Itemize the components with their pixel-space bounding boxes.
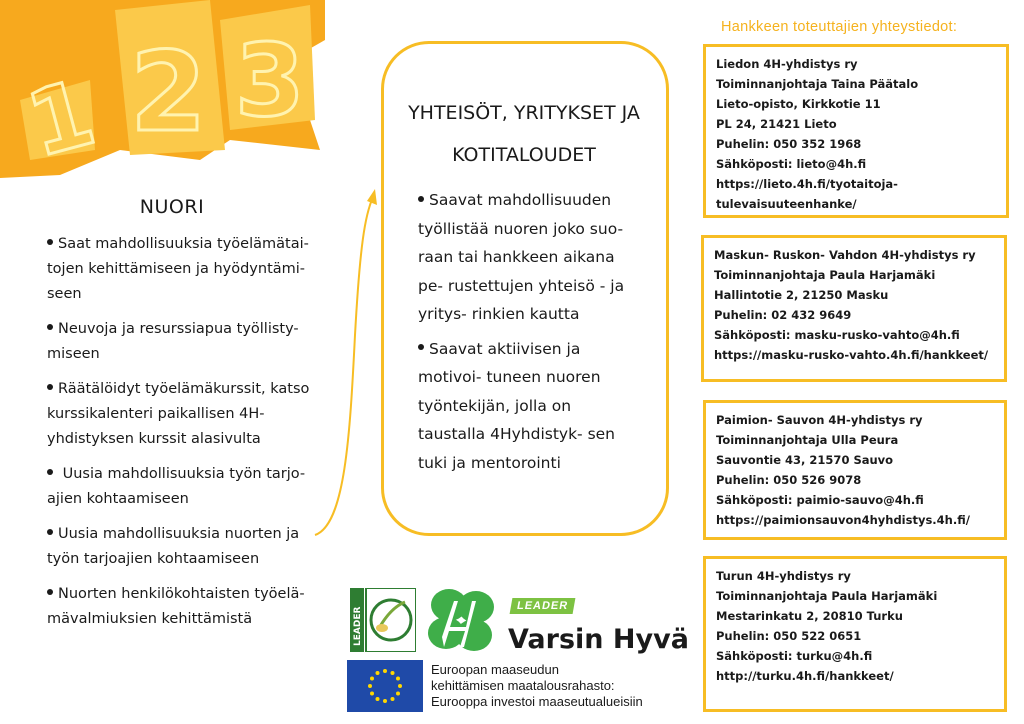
contacts-title: Hankkeen toteuttajien yhteystiedot:: [721, 19, 958, 35]
phone: Puhelin: 050 352 1968: [716, 137, 862, 151]
contact-card-turku: [703, 556, 1007, 712]
eu-star-icon: [376, 697, 380, 701]
nuori-list: [47, 232, 327, 632]
communities-box: [381, 41, 669, 536]
address-line: Hallintotie 2, 21250 Masku: [714, 288, 889, 302]
contact-role: Toiminnanjohtaja Ulla Peura: [716, 433, 899, 447]
eu-text-line: Euroopan maaseudun: [431, 662, 559, 677]
address-line: Sauvontie 43, 21570 Sauvo: [716, 453, 894, 467]
eu-star-icon: [383, 699, 387, 703]
leader-badge: LEADER: [510, 598, 576, 614]
4h-clover-logo-icon: [424, 587, 500, 657]
contact-role: Toiminnanjohtaja Paula Harjamäki: [716, 589, 938, 603]
eu-star-icon: [396, 677, 400, 681]
email: Sähköposti: paimio-sauvo@4h.fi: [716, 493, 924, 507]
eu-star-icon: [370, 677, 374, 681]
url-link[interactable]: https://masku-rusko-vahto.4h.fi/hankkeet/: [714, 348, 989, 362]
eu-star-icon: [383, 669, 387, 673]
eu-star-icon: [376, 671, 380, 675]
bullet-icon: [47, 384, 53, 390]
org-name: Maskun- Ruskon- Vahdon 4H-yhdistys ry: [714, 248, 976, 262]
leader-logo-icon: [350, 588, 416, 652]
address-line: Lieto-opisto, Kirkkotie 11: [716, 97, 881, 111]
contact-role: Toiminnanjohtaja Paula Harjamäki: [714, 268, 936, 282]
digit-2: 2: [130, 28, 207, 156]
bullet-icon: [47, 469, 53, 475]
banner-123-graphic: [0, 0, 325, 178]
org-name: Liedon 4H-yhdistys ry: [716, 57, 858, 71]
address-line: PL 24, 21421 Lieto: [716, 117, 837, 131]
list-item: Saat mahdollisuuksia työelämätai- tojen kehittämiseen ja hyödyntämi- seen: [47, 236, 309, 302]
contact-card-masku: [701, 235, 1007, 382]
list-item: Räätälöidyt työelämäkurssit, katso kurssikalenteri paikallisen 4H- yhdistyksen kurssit alasivulta: [47, 381, 310, 447]
url-link[interactable]: tulevaisuuteenhanke/: [716, 197, 857, 211]
list-item: Saavat mahdollisuuden työllistää nuoren joko suo- raan tai hankkeen aikana pe- rustettujen yhteisö - ja yritys- rinkien kautta: [418, 191, 625, 323]
nuori-title: NUORI: [139, 196, 205, 218]
eu-flag-icon: [347, 660, 423, 712]
eu-text-line: kehittämisen maatalousrahasto:: [431, 678, 615, 693]
bullet-icon: [418, 344, 424, 350]
org-name: Turun 4H-yhdistys ry: [716, 569, 851, 583]
eu-star-icon: [370, 692, 374, 696]
bullet-icon: [47, 529, 53, 535]
list-item: Uusia mahdollisuuksia nuorten ja työn tarjoajien kohtaamiseen: [47, 526, 300, 567]
eu-star-icon: [398, 684, 402, 688]
list-item: Saavat aktiivisen ja motivoi- tuneen nuoren työntekijän, jolla on taustalla 4Hyhdistyk- sen tuki ja mentorointi: [418, 339, 616, 472]
org-name: Paimion- Sauvon 4H-yhdistys ry: [716, 413, 923, 427]
list-item: Nuorten henkilökohtaisten työelä- mävalmiuksien kehittämistä: [47, 586, 305, 627]
communities-title-line2: KOTITALOUDET: [452, 144, 596, 166]
phone: Puhelin: 02 432 9649: [714, 308, 852, 322]
phone: Puhelin: 050 526 9078: [716, 473, 862, 487]
list-item: Neuvoja ja resurssiapua työllisty- miseen: [47, 321, 299, 362]
url-link[interactable]: https://paimionsauvon4hyhdistys.4h.fi/: [716, 513, 970, 527]
digit-3: 3: [235, 22, 305, 139]
digit-1: 1: [17, 60, 105, 178]
list-item: Uusia mahdollisuuksia työn tarjo- ajien kohtaamiseen: [47, 466, 306, 507]
nuori-section: [47, 196, 327, 642]
eu-star-icon: [391, 697, 395, 701]
eu-star-icon: [396, 692, 400, 696]
address-line: Mestarinkatu 2, 20810 Turku: [716, 609, 903, 623]
url-link[interactable]: https://lieto.4h.fi/tyotaitoja-: [716, 177, 898, 191]
communities-title-line1: YHTEISÖT, YRITYKSET JA: [408, 102, 640, 124]
eu-text-line: Eurooppa investoi maaseutualueisiin: [431, 694, 643, 709]
email: Sähköposti: lieto@4h.fi: [716, 157, 867, 171]
email: Sähköposti: masku-rusko-vahto@4h.fi: [714, 328, 960, 342]
contact-card-lieto: [703, 44, 1009, 218]
eu-star-icon: [368, 684, 372, 688]
communities-list: [418, 186, 642, 477]
bullet-icon: [47, 324, 53, 330]
eu-fund-text: [431, 662, 643, 710]
eu-star-icon: [391, 671, 395, 675]
svg-text:LEADER: LEADER: [353, 606, 363, 646]
varsin-hyva-wordmark: Varsin Hyvä: [508, 624, 689, 655]
bullet-icon: [47, 589, 53, 595]
contact-card-paimio: [703, 400, 1007, 540]
curved-arrow-icon: [305, 185, 385, 545]
bullet-icon: [418, 196, 424, 202]
phone: Puhelin: 050 522 0651: [716, 629, 862, 643]
bullet-icon: [47, 239, 53, 245]
url-link[interactable]: http://turku.4h.fi/hankkeet/: [716, 669, 894, 683]
contact-role: Toiminnanjohtaja Taina Päätalo: [716, 77, 919, 91]
email: Sähköposti: turku@4h.fi: [716, 649, 873, 663]
